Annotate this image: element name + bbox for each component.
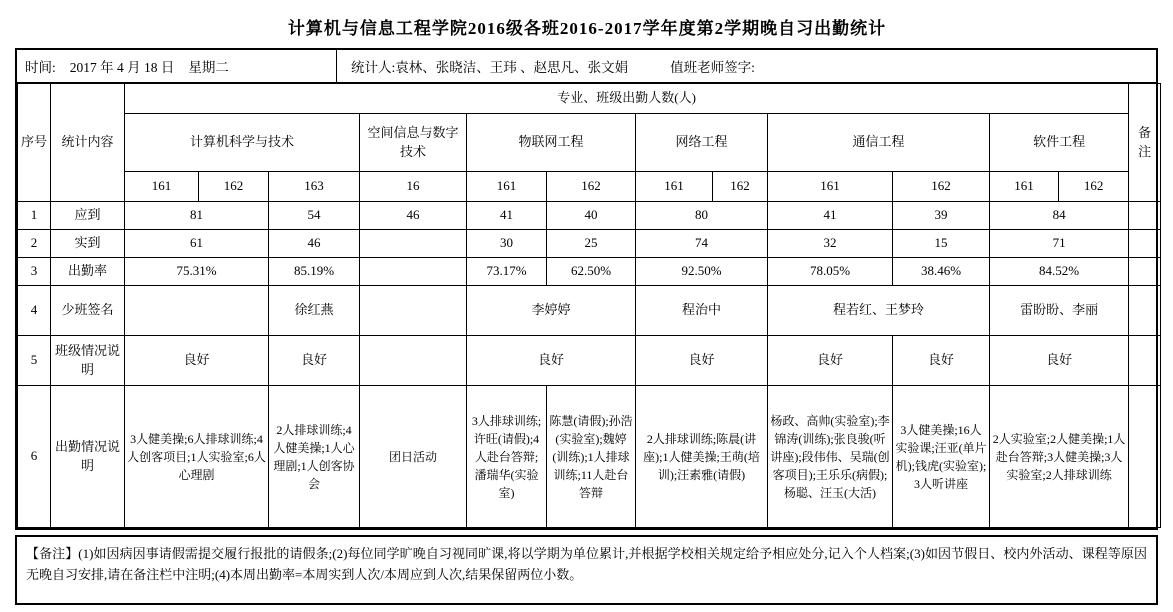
major-com: 通信工程 xyxy=(768,114,990,172)
cell-value: 3人健美操;16人实验课;汪亚(单片机);钱虎(实验室);3人听讲座 xyxy=(893,386,990,528)
row-no: 6 xyxy=(18,386,51,528)
cell-value: 71 xyxy=(990,230,1129,258)
empty-cell xyxy=(125,286,269,336)
cell-value: 32 xyxy=(768,230,893,258)
cell-value: 73.17% xyxy=(467,258,547,286)
cell-value: 程治中 xyxy=(636,286,768,336)
meta-time-cell xyxy=(17,50,337,82)
cell-value: 杨政、高帅(实验室);李锦涛(训练);张良骏(听讲座);段伟伟、吴瑞(创客项目);王乐乐(病假);杨聪、汪玉(大活) xyxy=(768,386,893,528)
row-class-status xyxy=(18,336,1161,386)
cell-value: 80 xyxy=(636,202,768,230)
row-attendance-detail xyxy=(18,386,1161,528)
cell-value: 40 xyxy=(547,202,636,230)
empty-cell xyxy=(1129,386,1161,528)
row-no: 1 xyxy=(18,202,51,230)
cell-value: 84 xyxy=(990,202,1129,230)
cell-value: 程若红、王梦玲 xyxy=(768,286,990,336)
cell-value: 良好 xyxy=(125,336,269,386)
empty-cell xyxy=(1129,258,1161,286)
row-label: 出勤率 xyxy=(51,258,125,286)
row-label: 实到 xyxy=(51,230,125,258)
major-gis: 空间信息与数字技术 xyxy=(360,114,467,172)
time-label: 时间: xyxy=(25,60,56,75)
cell-value: 良好 xyxy=(893,336,990,386)
major-net: 网络工程 xyxy=(636,114,768,172)
time-weekday: 星期二 xyxy=(188,60,229,75)
meta-recorder-cell xyxy=(337,56,1156,76)
cell-value: 15 xyxy=(893,230,990,258)
cell-value: 徐红燕 xyxy=(269,286,360,336)
recorders-label: 统计人:袁林、张晓洁、王玮 、赵思凡、张文娟 xyxy=(351,60,629,75)
cell-value: 团日活动 xyxy=(360,386,467,528)
cell-value: 75.31% xyxy=(125,258,269,286)
cell-value: 81 xyxy=(125,202,269,230)
cell-value: 38.46% xyxy=(893,258,990,286)
class-net-162: 162 xyxy=(713,172,768,202)
footer-note: 【备注】(1)如因病因事请假需提交履行报批的请假条;(2)每位同学旷晚自习视同旷课,将以学期为单位累计,并根据学校相关规定给予相应处分,记入个人档案;(3)如因节假日、校内外活动、课程等原因无晚自习安排,请在备注栏中注明;(4)本周出勤率=本周实到人次/本周应到人次,结果保留两位小数。 xyxy=(15,535,1158,605)
empty-cell xyxy=(1129,286,1161,336)
major-cs: 计算机科学与技术 xyxy=(125,114,360,172)
empty-cell xyxy=(360,286,467,336)
cell-value: 良好 xyxy=(636,336,768,386)
class-net-161: 161 xyxy=(636,172,713,202)
row-label: 应到 xyxy=(51,202,125,230)
cell-value: 41 xyxy=(467,202,547,230)
row-no: 2 xyxy=(18,230,51,258)
cell-value: 41 xyxy=(768,202,893,230)
cell-value: 良好 xyxy=(467,336,636,386)
row-expected xyxy=(18,202,1161,230)
empty-cell xyxy=(360,258,467,286)
row-no: 5 xyxy=(18,336,51,386)
cell-value: 李婷婷 xyxy=(467,286,636,336)
cell-value: 2人排球训练;4人健美操;1人心理剧;1人创客协会 xyxy=(269,386,360,528)
empty-cell xyxy=(360,336,467,386)
header-content: 统计内容 xyxy=(51,84,125,202)
cell-value: 46 xyxy=(360,202,467,230)
cell-value: 54 xyxy=(269,202,360,230)
class-cs-163: 163 xyxy=(269,172,360,202)
class-com-161: 161 xyxy=(768,172,893,202)
class-gis-16: 16 xyxy=(360,172,467,202)
cell-value: 良好 xyxy=(990,336,1129,386)
cell-value: 74 xyxy=(636,230,768,258)
cell-value: 陈慧(请假);孙浩(实验室);魏婷(训练);1人排球训练;11人赴台答辩 xyxy=(547,386,636,528)
empty-cell xyxy=(1129,202,1161,230)
cell-value: 46 xyxy=(269,230,360,258)
class-iot-162: 162 xyxy=(547,172,636,202)
cell-value: 85.19% xyxy=(269,258,360,286)
cell-value: 92.50% xyxy=(636,258,768,286)
cell-value: 良好 xyxy=(269,336,360,386)
header-no: 序号 xyxy=(18,84,51,202)
cell-value: 30 xyxy=(467,230,547,258)
cell-value: 25 xyxy=(547,230,636,258)
class-cs-161: 161 xyxy=(125,172,199,202)
cell-value: 2人排球训练;陈晨(讲座);1人健美操;王萌(培训);汪素雅(请假) xyxy=(636,386,768,528)
cell-value: 39 xyxy=(893,202,990,230)
header-remark: 备注 xyxy=(1129,84,1161,202)
row-label: 出勤情况说明 xyxy=(51,386,125,528)
class-sw-161: 161 xyxy=(990,172,1059,202)
major-iot: 物联网工程 xyxy=(467,114,636,172)
class-com-162: 162 xyxy=(893,172,990,202)
row-label: 少班签名 xyxy=(51,286,125,336)
page-title: 计算机与信息工程学院2016级各班2016-2017学年度第2学期晚自习出勤统计 xyxy=(287,19,887,38)
teacher-sign-label: 值班老师签字: xyxy=(670,60,755,75)
class-cs-162: 162 xyxy=(199,172,269,202)
cell-value: 84.52% xyxy=(990,258,1129,286)
row-rate xyxy=(18,258,1161,286)
row-no: 4 xyxy=(18,286,51,336)
class-sw-162: 162 xyxy=(1059,172,1129,202)
cell-value: 雷盼盼、李丽 xyxy=(990,286,1129,336)
row-no: 3 xyxy=(18,258,51,286)
meta-row xyxy=(17,50,1156,83)
attendance-table xyxy=(15,48,1158,530)
row-signature xyxy=(18,286,1161,336)
cell-value: 良好 xyxy=(768,336,893,386)
class-iot-161: 161 xyxy=(467,172,547,202)
cell-value: 61 xyxy=(125,230,269,258)
row-label: 班级情况说明 xyxy=(51,336,125,386)
empty-cell xyxy=(1129,336,1161,386)
empty-cell xyxy=(1129,230,1161,258)
cell-value: 3人健美操;6人排球训练;4人创客项目;1人实验室;6人心理剧 xyxy=(125,386,269,528)
cell-value: 62.50% xyxy=(547,258,636,286)
attendance-grid xyxy=(17,83,1161,528)
cell-value: 2人实验室;2人健美操;1人赴台答辩;3人健美操;3人实验室;2人排球训练 xyxy=(990,386,1129,528)
header-span: 专业、班级出勤人数(人) xyxy=(125,84,1129,114)
cell-value: 78.05% xyxy=(768,258,893,286)
time-date: 2017 年 4 月 18 日 xyxy=(69,60,175,75)
cell-value: 3人排球训练;许旺(请假);4人赴台答辩;潘瑞华(实验室) xyxy=(467,386,547,528)
major-sw: 软件工程 xyxy=(990,114,1129,172)
row-actual xyxy=(18,230,1161,258)
empty-cell xyxy=(360,230,467,258)
